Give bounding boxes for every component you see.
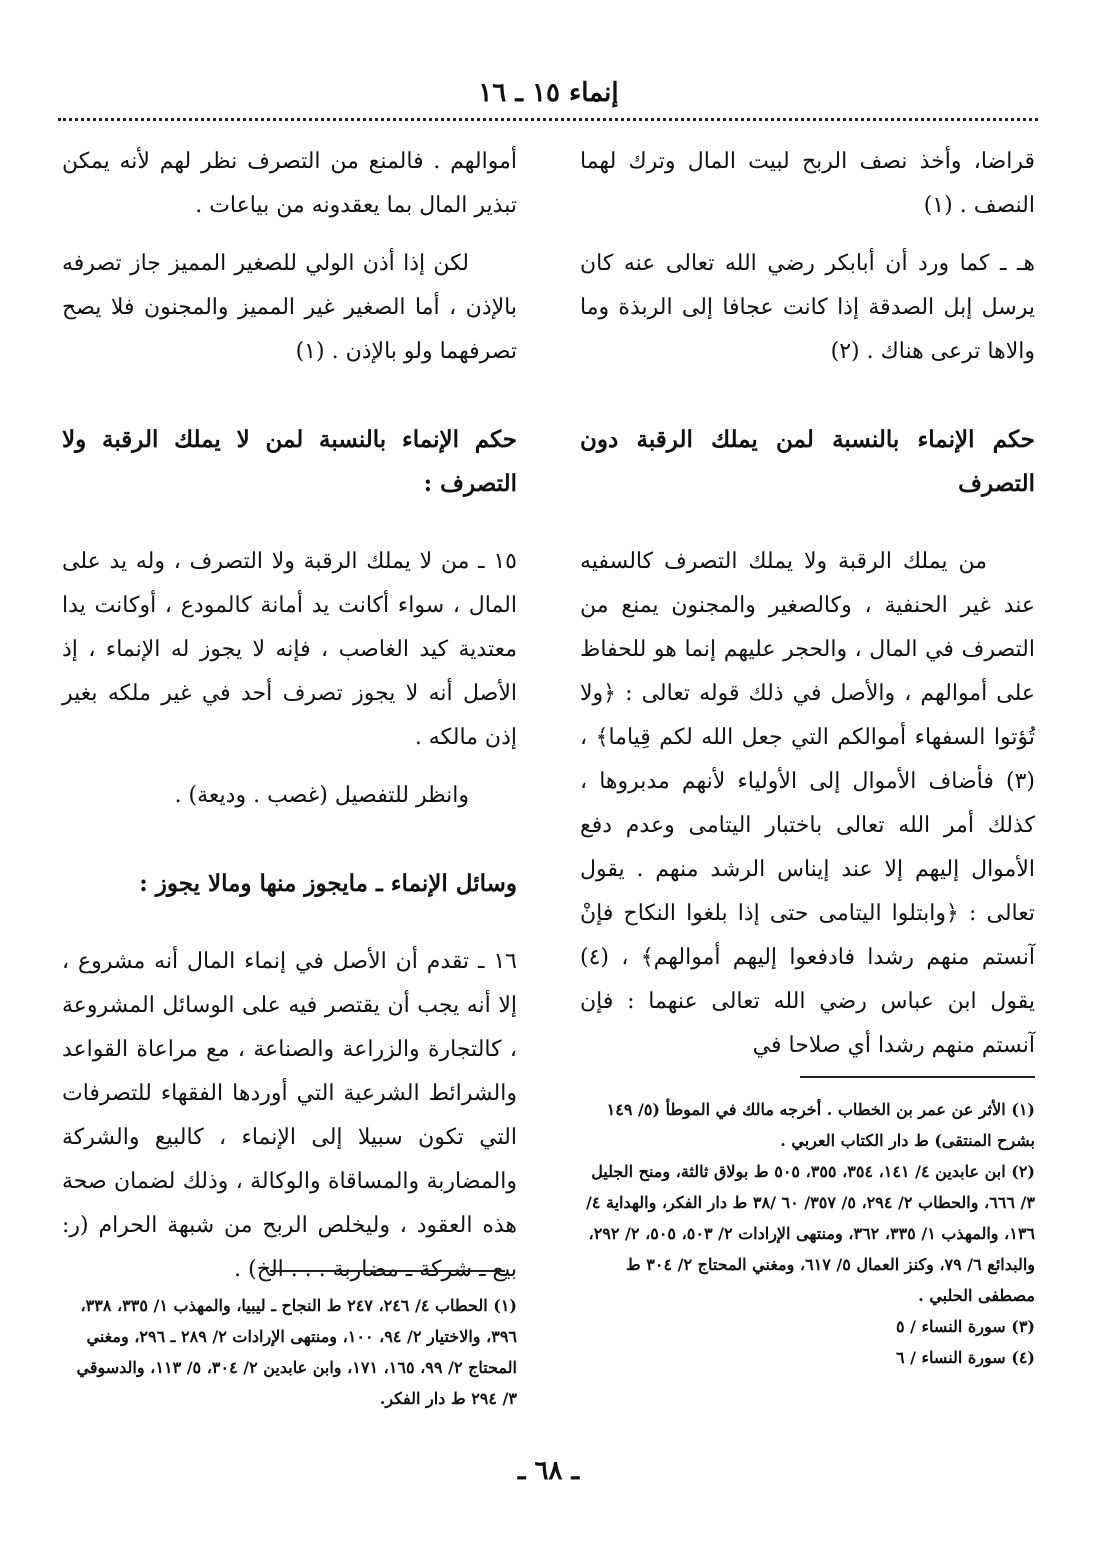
paragraph: ١٦ ـ تقدم أن الأصل في إنماء المال أنه مشروع ، إلا أنه يجب أن يقتصر فيه على الوسائل المشروعة ، كالتجارة والزراعة والصناعة ، مع مراعاة القواعد والشرائط الشرعية التي أوردها الفقهاء للتصرفات التي تكون سبيلا إلى الإنماء ، كالبيع والشركة والمضاربة والمساقاة والوكالة ، وذلك لضمان صحة هذه العقود ، وليخلص الربح من شبهة الحرام (ر: بيع ـ شركة ـ مضاربة . . . الخ) .: [62, 949, 518, 1282]
paragraph: أموالهم . فالمنع من التصرف نظر لهم لأنه يمكن تبذير المال بما يعقدونه من بياعات .: [62, 149, 517, 218]
paragraph: هـ ـ كما ورد أن أبابكر رضي الله تعالى عنه كان يرسل إبل الصدقة إذا كانت عجافا إلى الربذة وما والاها ترعى هناك . (٢): [580, 251, 1035, 364]
header-divider: [58, 118, 1038, 121]
right-footnotes: [580, 1094, 1035, 1373]
footnote: (٤) سورة النساء / ٦: [895, 1348, 1035, 1367]
footnote-divider: [270, 1270, 505, 1272]
paragraph: ١٥ ـ من لا يملك الرقبة ولا التصرف ، وله يد على المال ، سواء أكانت يد أمانة كالمودع ، أوكانت يدا معتدية كيد الغاصب ، فإنه لا يجوز له الإنماء ، إذ الأصل أنه لا يجوز تصرف أحد في غير ملكه بغير إذن مالكه .: [62, 549, 517, 750]
section-heading: حكم الإنماء بالنسبة لمن لا يملك الرقبة ولا التصرف :: [62, 426, 517, 497]
paragraph: وانظر للتفصيل (غصب . وديعة) .: [174, 783, 469, 808]
section-heading: وسائل الإنماء ـ مايجوز منها ومالا يجوز :: [139, 870, 517, 897]
left-footnotes: [62, 1290, 517, 1414]
section-heading: حكم الإنماء بالنسبة لمن يملك الرقبة دون التصرف: [580, 426, 1035, 497]
page-number: ـ ٦٨ ـ: [517, 1456, 580, 1486]
paragraph: من يملك الرقبة ولا يملك التصرف كالسفيه عند غير الحنفية ، وكالصغير والمجنون يمنع من التصرف في المال ، والحجر عليهم إنما هو للحفاظ على أموالهم ، والأصل في ذلك قوله تعالى : ﴿ولا تُؤتوا السفهاء أموالكم التي جعل الله لكم قِياما﴾ ، (٣) فأضاف الأموال إلى الأولياء لأنهم مدبروها ، كذلك أمر الله تعالى باختبار اليتامى وعدم دفع الأموال إليهم إلا عند إيناس الرشد منهم . يقول تعالى : ﴿وابتلوا اليتامى حتى إذا بلغوا النكاح فإنْ آنستم منهم رشدا فادفعوا إليهم أموالهم﴾ ، (٤) يقول ابن عباس رضي الله تعالى عنهما : فإن آنستم منهم رشدا أي صلاحا في: [580, 549, 1035, 1058]
footnote: (٣) سورة النساء / ٥: [895, 1317, 1035, 1336]
paragraph: لكن إذا أذن الولي للصغير المميز جاز تصرفه بالإذن ، أما الصغير غير المميز والمجنون فلا يصح تصرفهما ولو بالإذن . (١): [62, 251, 517, 364]
footnote: (١) الحطاب ٤/ ٢٤٦، ٢٤٧ ط النجاح ـ ليبيا، والمهذب ١/ ٣٣٥، ٣٣٨، ٣٩٦، والاختيار ٢/ ٩٤، ١٠٠، ومنتهى الإرادات ٢/ ٢٨٩ ـ ٢٩٦، ومغني المحتاج ٢/ ٩٩، ١٦٥، ١٧١، وابن عابدين ٢/ ٣٠٤، ٥/ ١١٣، والدسوقي ٣/ ٢٩٤ ط دار الفكر.: [76, 1296, 517, 1408]
paragraph: قراضا، وأخذ نصف الربح لبيت المال وترك لهما النصف . (١): [580, 149, 1035, 218]
footnote-divider: [800, 1076, 1035, 1078]
left-column: [62, 140, 517, 1306]
right-column: [580, 140, 1035, 1082]
footnote: (١) الأثر عن عمر بن الخطاب . أخرجه مالك في الموطأ (٥/ ١٤٩ بشرح المنتقى) ط دار الكتاب العربي .: [606, 1100, 1035, 1150]
running-header: إنماء ١٥ ـ ١٦: [478, 78, 619, 108]
footnote: (٢) ابن عابدين ٤/ ١٤١، ٣٥٤، ٣٥٥، ٥٠٥ ط بولاق ثالثة، ومنح الجليل ٣/ ٦٦٦، والحطاب ٢/ ٢٩٤، ٥/ ٣٥٧/ ٦٠ /٣٨ ط دار الفكر، والهداية ٤/ ١٣٦، والمهذب ١/ ٣٣٥، ٣٦٢، ومنتهى الإرادات ٢/ ٥٠٣، ٥٠٥، ٢/ ٢٩٢، والبدائع ٦/ ٧٩، وكنز العمال ٥/ ٦١٧، ومغني المحتاج ٢/ ٣٠٤ ط مصطفى الحلبي .: [585, 1162, 1035, 1305]
